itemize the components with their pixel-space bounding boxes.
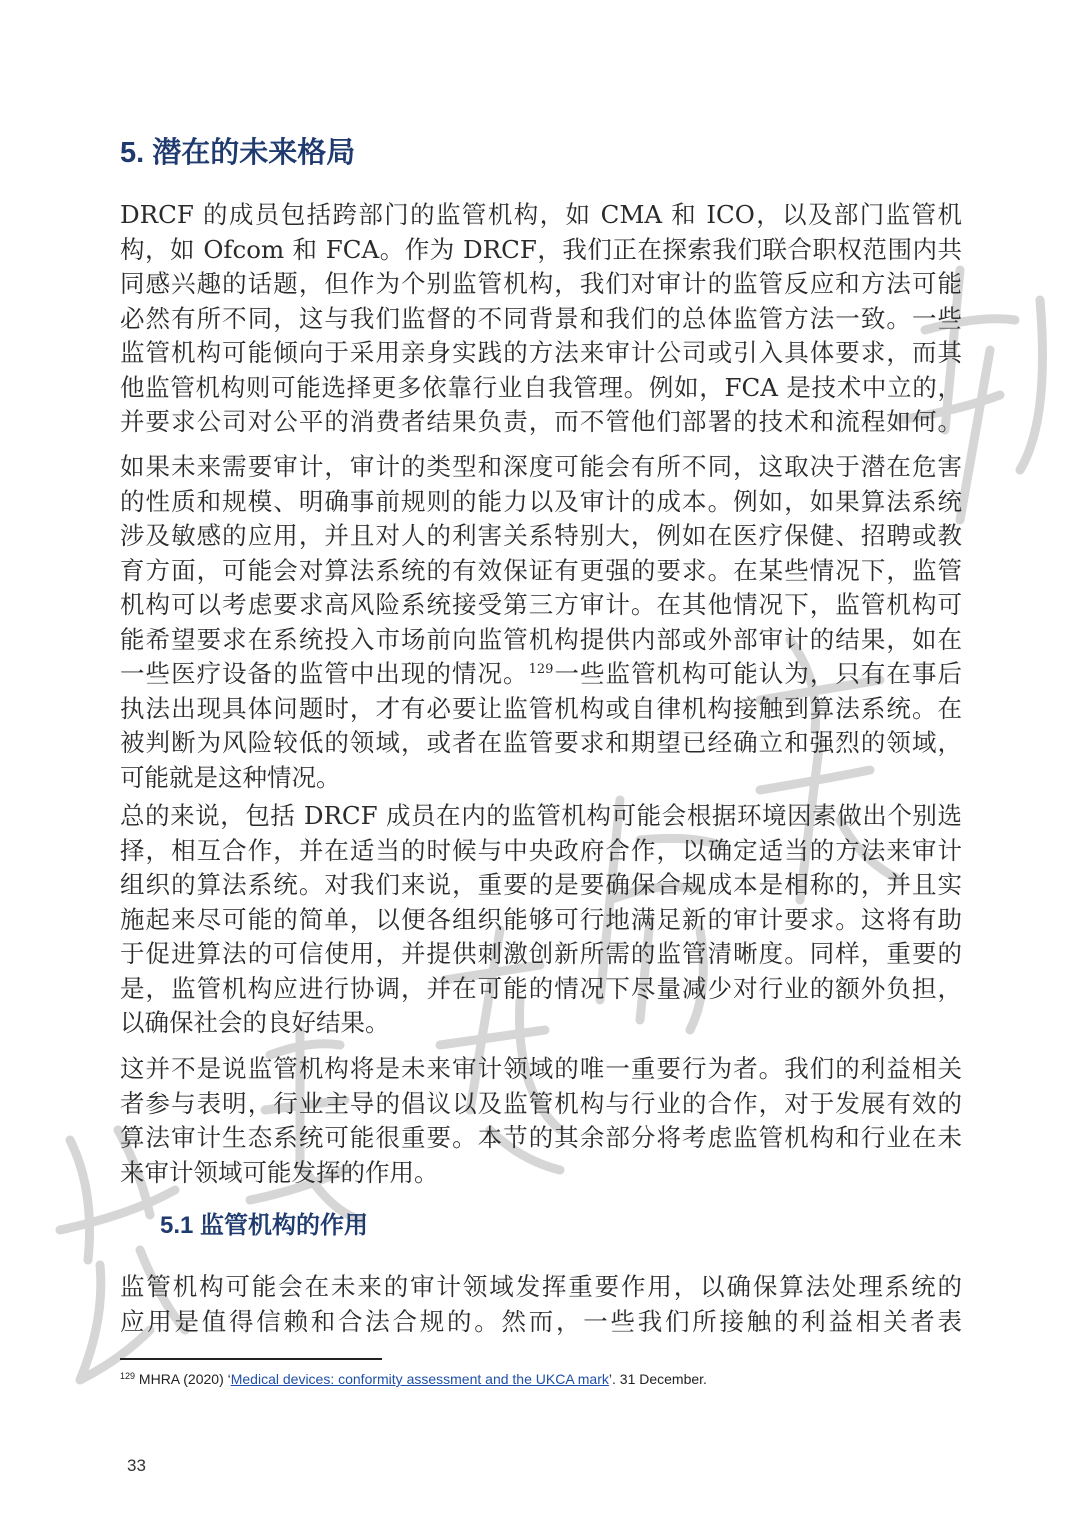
footnote-link[interactable]: Medical devices: conformity assessment and the UKCA mark [230, 1371, 609, 1387]
text-line: 这并不是说监管机构将是未来审计领域的唯一重要行为者。我们的利益相关 [120, 1054, 962, 1083]
footnote [120, 1369, 707, 1389]
text-line: 应用是值得信赖和合法合规的。然而，一些我们所接触的利益相关者表 [120, 1306, 962, 1336]
text-line: 执法出现具体问题时，才有必要让监管机构或自律机构接触到算法系统。在 [120, 693, 962, 723]
text-line: 者参与表明，行业主导的倡议以及监管机构与行业的合作，对于发展有效的 [120, 1088, 962, 1118]
text-line: 监管机构可能会在未来的审计领域发挥重要作用，以确保算法处理系统的 [120, 1272, 962, 1301]
text-line: 如果未来需要审计，审计的类型和深度可能会有所不同，这取决于潜在危害 [120, 452, 962, 481]
text-line-with-note [120, 657, 962, 692]
text-segment: 一些医疗设备的监管中出现的情况。 [120, 659, 529, 688]
text-line: DRCF 的成员包括跨部门的监管机构，如 CMA 和 ICO，以及部门监管机 [120, 200, 962, 229]
text-line: 择，相互合作，并在适当的时候与中央政府合作，以确定适当的方法来审计 [120, 835, 962, 865]
text-line: 他监管机构则可能选择更多依靠行业自我管理。例如，FCA 是技术中立的， [120, 372, 962, 402]
footnote-divider [120, 1358, 382, 1360]
text-line: 涉及敏感的应用，并且对人的利害关系特别大，例如在医疗保健、招聘或教 [120, 521, 962, 550]
text-line: 被判断为风险较低的领域，或者在监管要求和期望已经确立和强烈的领域， [120, 728, 962, 757]
text-line: 来审计领域可能发挥的作用。 [120, 1157, 439, 1187]
text-line: 算法审计生态系统可能很重要。本节的其余部分将考虑监管机构和行业在未 [120, 1123, 962, 1152]
text-line: 于促进算法的可信使用，并提供刺激创新所需的监管清晰度。同样，重要的 [120, 939, 962, 968]
text-line: 同感兴趣的话题，但作为个别监管机构，我们对审计的监管反应和方法可能 [120, 269, 962, 298]
text-line: 构，如 Ofcom 和 FCA。作为 DRCF，我们正在探索我们联合职权范围内共 [120, 234, 962, 264]
paragraph-4 [120, 1052, 962, 1190]
text-line: 机构可以考虑要求高风险系统接受第三方审计。在其他情况下，监管机构可 [120, 590, 962, 619]
text-line: 组织的算法系统。对我们来说，重要的是要确保合规成本是相称的，并且实 [120, 870, 962, 899]
page-number: 33 [127, 1456, 146, 1475]
footnote-suffix: ’. 31 December. [608, 1371, 707, 1387]
paragraph-1 [120, 198, 962, 440]
paragraph-3 [120, 799, 962, 1041]
section-heading: 5. 潜在的未来格局 [120, 137, 356, 169]
text-line: 是，监管机构应进行协调，并在可能的情况下尽量减少对行业的额外负担， [120, 973, 962, 1003]
subsection-heading: 5.1 监管机构的作用 [160, 1212, 369, 1239]
text-line: 育方面，可能会对算法系统的有效保证有更强的要求。在某些情况下，监管 [120, 555, 962, 585]
text-line: 必然有所不同，这与我们监督的不同背景和我们的总体监管方法一致。一些 [120, 303, 962, 333]
paragraph-5 [120, 1270, 962, 1339]
text-line: 可能就是这种情况。 [120, 762, 341, 792]
text-line: 能希望要求在系统投入市场前向监管机构提供内部或外部审计的结果，如在 [120, 624, 962, 654]
footnote-reference[interactable]: 129 [528, 662, 554, 677]
text-line: 施起来尽可能的简单，以便各组织能够可行地满足新的审计要求。这将有助 [120, 904, 962, 934]
footnote-number: 129 [120, 1371, 136, 1381]
footnote-prefix: MHRA (2020) ‘ [135, 1371, 231, 1387]
text-line: 监管机构可能倾向于采用亲身实践的方法来审计公司或引入具体要求，而其 [120, 338, 962, 367]
text-line: 以确保社会的良好结果。 [120, 1008, 390, 1037]
text-segment: 一些监管机构可能认为，只有在事后 [553, 659, 963, 688]
text-line: 并要求公司对公平的消费者结果负责，而不管他们部署的技术和流程如何。 [120, 407, 962, 436]
text-line: 总的来说，包括 DRCF 成员在内的监管机构可能会根据环境因素做出个别选 [120, 801, 962, 830]
paragraph-2 [120, 450, 962, 795]
text-line: 的性质和规模、明确事前规则的能力以及审计的成本。例如，如果算法系统 [120, 486, 962, 516]
